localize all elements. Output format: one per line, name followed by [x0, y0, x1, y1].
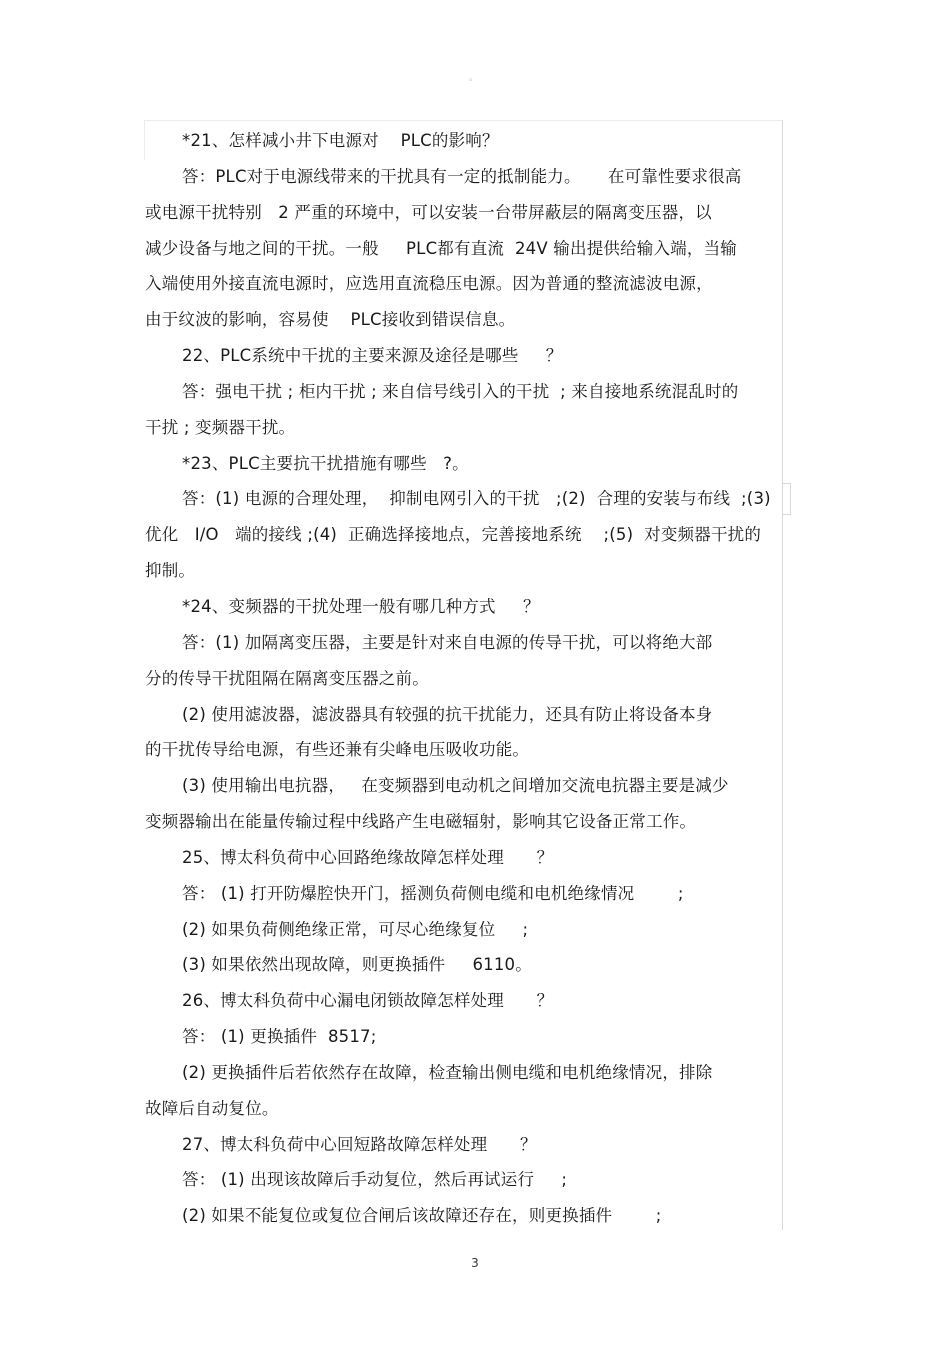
text-line: (2) 使用滤波器，滤波器具有较强的抗干扰能力，还具有防止将设备本身 — [182, 704, 713, 724]
text-line: 22、PLC系统中干扰的主要来源及途径是哪些 ？ — [182, 346, 563, 366]
page-frame-top — [145, 120, 782, 121]
document-body — [145, 123, 785, 1234]
text-line: 25、博太科负荷中心回路绝缘故障怎样处理 ？ — [182, 847, 554, 867]
text-line: 27、博太科负荷中心回短路故障怎样处理 ？ — [182, 1134, 537, 1154]
top-mark: 。 — [469, 73, 479, 83]
text-line: 答： (1) 更换插件 8517; — [182, 1027, 377, 1047]
text-line: *21、怎样减小井下电源对 PLC的影响？ — [182, 131, 499, 150]
text-line: 答：PLC对于电源线带来的干扰具有一定的抵制能力。 在可靠性要求很高 — [182, 166, 742, 186]
text-line: 答：(1) 电源的合理处理， 抑制电网引入的干扰 ;(2) 合理的安装与布线 ;(3) — [182, 489, 771, 509]
text-line: 分的传导干扰阻隔在隔离变压器之前。 — [145, 668, 429, 688]
text-line: 或电源干扰特别 2 严重的环境中，可以安装一台带屏蔽层的隔离变压器，以 — [145, 202, 712, 222]
text-line: 由于纹波的影响，容易使 PLC接收到错误信息。 — [145, 310, 516, 330]
text-line: (2) 更换插件后若依然存在故障，检查输出侧电缆和电机绝缘情况，排除 — [182, 1062, 713, 1082]
text-line: 答： (1) 打开防爆腔快开门，摇测负荷侧电缆和电机绝缘情况 ; — [182, 883, 684, 903]
text-line: 干扰 ; 变频器干扰。 — [145, 417, 296, 437]
text-line: 变频器输出在能量传输过程中线路产生电磁辐射，影响其它设备正常工作。 — [145, 812, 697, 832]
text-line: *23、PLC主要抗干扰措施有哪些 ?。 — [182, 453, 469, 473]
page-number: 3 — [471, 1256, 479, 1270]
text-line: 答：强电干扰 ; 柜内干扰 ; 来自信号线引入的干扰 ; 来自接地系统混乱时的 — [182, 381, 739, 401]
text-line: 答： (1) 出现该故障后手动复位，然后再试运行 ; — [182, 1170, 568, 1190]
text-line: 答：(1) 加隔离变压器，主要是针对来自电源的传导干扰，可以将绝大部 — [182, 632, 713, 652]
text-line: 抑制。 — [145, 561, 196, 581]
text-line: (2) 如果负荷侧绝缘正常，可尽心绝缘复位 ; — [182, 919, 529, 939]
text-line: 的干扰传导给电源，有些还兼有尖峰电压吸收功能。 — [145, 740, 530, 760]
text-line: 故障后自动复位。 — [145, 1098, 279, 1118]
text-line: (3) 使用输出电抗器， 在变频器到电动机之间增加交流电抗器主要是减少 — [182, 776, 729, 796]
text-line: 优化 I/O 端的接线 ;(4) 正确选择接地点，完善接地系统 ;(5) 对变频器干扰的 — [145, 525, 762, 545]
text-line: (2) 如果不能复位或复位合闸后该故障还存在，则更换插件 ; — [182, 1206, 662, 1226]
text-line: 26、博太科负荷中心漏电闭锁故障怎样处理 ？ — [182, 991, 554, 1011]
text-line: 入端使用外接直流电源时，应选用直流稳压电源。因为普通的整流滤波电源， — [145, 274, 713, 294]
text-line: *24、变频器的干扰处理一般有哪几种方式 ？ — [182, 596, 540, 616]
text-line: (3) 如果依然出现故障，则更换插件 6110。 — [182, 955, 532, 975]
text-line: 减少设备与地之间的干扰。一般 PLC都有直流 24V 输出提供给输入端，当输 — [145, 238, 738, 258]
